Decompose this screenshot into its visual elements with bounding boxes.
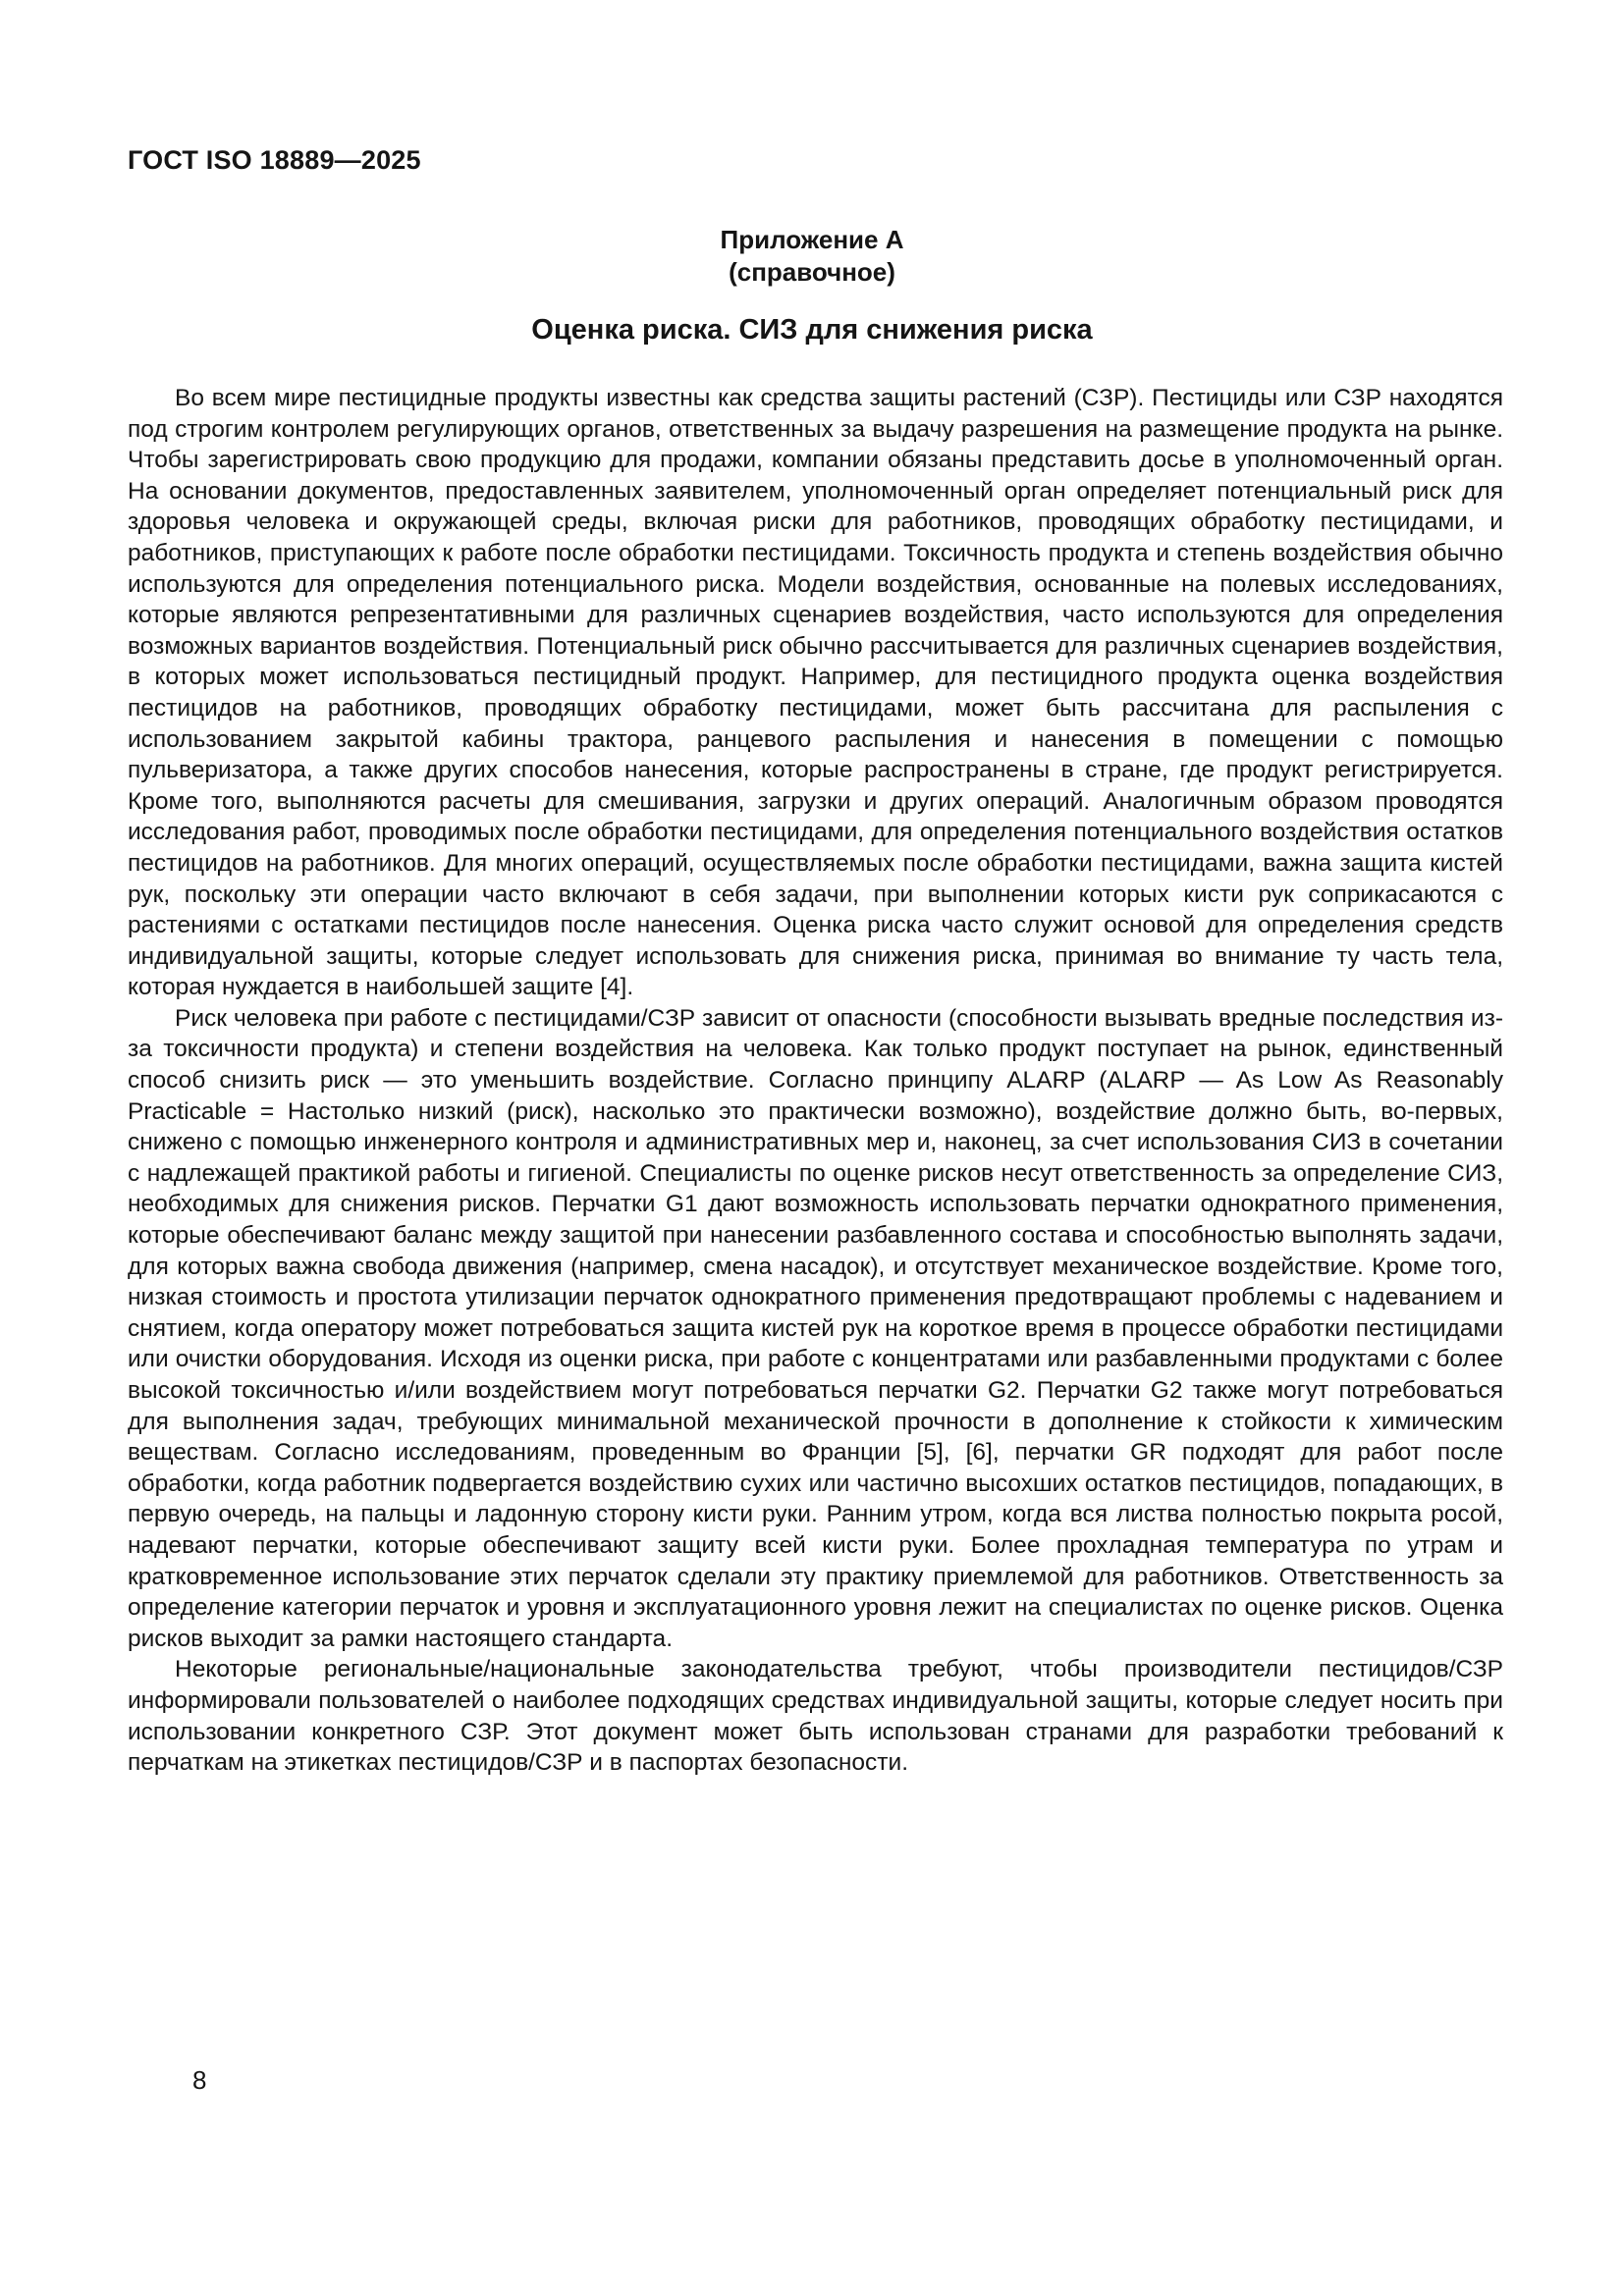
appendix-title-block	[0, 224, 1624, 289]
body-text	[128, 383, 1503, 1779]
paragraph-2: Риск человека при работе с пестицидами/СЗР зависит от опасности (способности вызывать вредные последствия из-за токсичности продукта) и степени воздействия на человека. Как только продукт поступает на рынок, единственный способ снизить риск — это уменьшить воздействие. Согласно принципу ALARP (ALARP — As Low As Reasonably Practicable = Настолько низкий (риск), насколько это практически возможно), воздействие должно быть, во-первых, снижено с помощью инженерного контроля и административных мер и, наконец, за счет использования СИЗ в сочетании с надлежащей практикой работы и гигиеной. Специалисты по оценке рисков несут ответственность за определение СИЗ, необходимых для снижения рисков. Перчатки G1 дают возможность использовать перчатки однократного применения, которые обеспечивают баланс между защитой при нанесении разбавленного состава и способностью выполнять задачи, для которых важна свобода движения (например, смена насадок), и отсутствует механическое воздействие. Кроме того, низкая стоимость и простота утилизации перчаток однократного применения предотвращают проблемы с надеванием и снятием, когда оператору может потребоваться защита кистей рук на короткое время в процессе обработки пестицидами или очистки оборудования. Исходя из оценки риска, при работе с концентратами или разбавленными продуктами с более высокой токсичностью и/или воздействием могут потребоваться перчатки G2. Перчатки G2 также могут потребоваться для выполнения задач, требующих минимальной механической прочности в дополнение к стойкости к химическим веществам. Согласно исследованиям, проведенным во Франции [5], [6], перчатки GR подходят для работ после обработки, когда работник подвергается воздействию сухих или частично высохших остатков пестицидов, попадающих, в первую очередь, на пальцы и ладонную сторону кисти руки. Ранним утром, когда вся листва полностью покрыта росой, надевают перчатки, которые обеспечивают защиту всей кисти руки. Более прохладная температура по утрам и кратковременное использование этих перчаток сделали эту практику приемлемой для работников. Ответственность за определение категории перчаток и уровня и эксплуатационного уровня лежит на специалистах по оценке рисков. Оценка рисков выходит за рамки настоящего стандарта.	[128, 1004, 1503, 1652]
appendix-title-line1: Приложение А	[720, 225, 904, 254]
paragraph-1: Во всем мире пестицидные продукты известны как средства защиты растений (СЗР). Пестициды или СЗР находятся под строгим контролем регулирующих органов, ответственных за выдачу разрешения на размещение продукта на рынке. Чтобы зарегистрировать свою продукцию для продажи, компании обязаны представить досье в уполномоченный орган. На основании документов, предоставленных заявителем, уполномоченный орган определяет потенциальный риск для здоровья человека и окружающей среды, включая риски для работников, проводящих обработку пестицидами, и работников, приступающих к работе после обработки пестицидами. Токсичность продукта и степень воздействия обычно используются для определения потенциального риска. Модели воздействия, основанные на полевых исследованиях, которые являются репрезентативными для различных сценариев воздействия, часто используются для определения возможных вариантов воздействия. Потенциальный риск обычно рассчитывается для различных сценариев воздействия, в которых может использоваться пестицидный продукт. Например, для пестицидного продукта оценка воздействия пестицидов на работников, проводящих обработку пестицидами, может быть рассчитана для распыления с использованием закрытой кабины трактора, ранцевого распыления и нанесения в помещении с помощью пульверизатора, а также других способов нанесения, которые распространены в стране, где продукт регистрируется. Кроме того, выполняются расчеты для смешивания, загрузки и других операций. Аналогичным образом проводятся исследования работ, проводимых после обработки пестицидами, для определения потенциального воздействия остатков пестицидов на работников. Для многих операций, осуществляемых после обработки пестицидами, важна защита кистей рук, поскольку эти операции часто включают в себя задачи, при выполнении которых кисти рук соприкасаются с растениями с остатками пестицидов после нанесения. Оценка риска часто служит основой для определения средств индивидуальной защиты, которые следует использовать для снижения риска, принимая во внимание ту часть тела, которая нуждается в наибольшей защите [4].	[128, 385, 1503, 1001]
appendix-title-line2: (справочное)	[729, 257, 895, 287]
paragraph-3: Некоторые региональные/национальные законодательства требуют, чтобы производители пестицидов/СЗР информировали пользователей о наиболее подходящих средствах индивидуальной защиты, которые следует носить при использовании конкретного СЗР. Этот документ может быть использован странами для разработки требований к перчаткам на этикетках пестицидов/СЗР и в паспортах безопасности.	[128, 1656, 1503, 1777]
page-number: 8	[192, 2065, 207, 2095]
section-heading: Оценка риска. СИЗ для снижения риска	[531, 314, 1093, 346]
standard-designation: ГОСТ ISO 18889—2025	[128, 145, 421, 175]
